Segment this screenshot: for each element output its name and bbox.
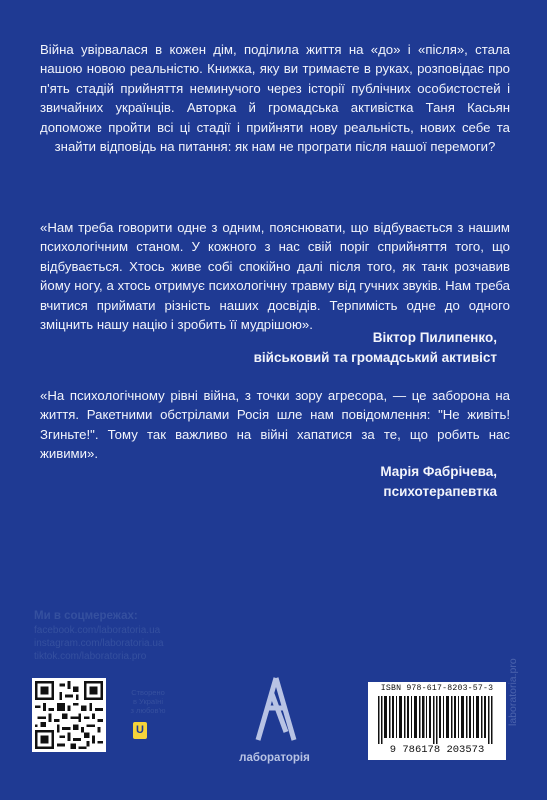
social-title: Ми в соцмережах: (34, 610, 138, 622)
made-in-ukraine-label (118, 688, 178, 715)
quote-1-author-name: Віктор Пилипенко, (372, 330, 497, 345)
isbn-text: ISBN 978-617-8203-57-3 (380, 684, 494, 693)
qr-code-icon[interactable] (32, 678, 106, 752)
social-link-instagram[interactable]: instagram.com/laboratoria.ua (34, 638, 164, 649)
label-line-3: з любов'ю (130, 706, 166, 715)
quote-1-author (254, 328, 497, 367)
ua-badge-icon: U (133, 722, 147, 739)
social-links (34, 610, 224, 663)
label-line-2: в Україні (132, 697, 163, 706)
quote-2-text: «На психологічному рівні війна, з точки зору агресора, — це заборона на життя. Ракетними обстрілами Росія шле нам повідомлення: "Не живіть! Згиньте!". Тому так важливо на війні хапатися за те, що робить нас живими». (40, 388, 510, 462)
social-link-tiktok[interactable]: tiktok.com/laboratoria.pro (34, 651, 147, 662)
barcode-icon (374, 696, 500, 744)
quote-2-author-role: психотерапевтка (383, 483, 497, 499)
quote-1-text: «Нам треба говорити одне з одним, пояснювати, що відбувається з нашим психологічним станом. У кожного з нас свій поріг сприйняття того, що відбувається. Хтось живе собі спокійно далі після того, як танк розчавив йому ногу, а хтось отримує психологічну травму від гучних звуків. Нам треба вчитися приймати різність наших досвідів. Терпимість одне до одного зміцнить нашу націю і зробить її мудрішою». (40, 220, 510, 333)
quote-1-author-role: військовий та громадський активіст (253, 349, 497, 365)
barcode-number: 9 786178 203573 (389, 744, 485, 756)
quote-2-author (380, 462, 497, 501)
website-link[interactable]: laboratoria.pro (507, 658, 519, 726)
label-line-1: Створено (131, 688, 165, 697)
intro-paragraph: Війна увірвалася в кожен дім, поділила життя на «до» і «після», стала нашою новою реальністю. Книжка, яку ви тримаєте в руках, розповідає про п'ять стадій прийняття неминучого через історії публічних особистостей і звичайних українців. Авторка й громадська активістка Таня Касьян допоможе пройти всі ці стадії і прийняти нову реальність, нових себе та знайти відповідь на питання: як нам не програти після нашої перемоги? (40, 42, 510, 155)
social-link-facebook[interactable]: facebook.com/laboratoria.ua (34, 625, 161, 636)
isbn-barcode (368, 682, 506, 760)
quote-2-author-name: Марія Фабрічева, (380, 464, 497, 479)
publisher-name: лабораторія (239, 752, 310, 764)
